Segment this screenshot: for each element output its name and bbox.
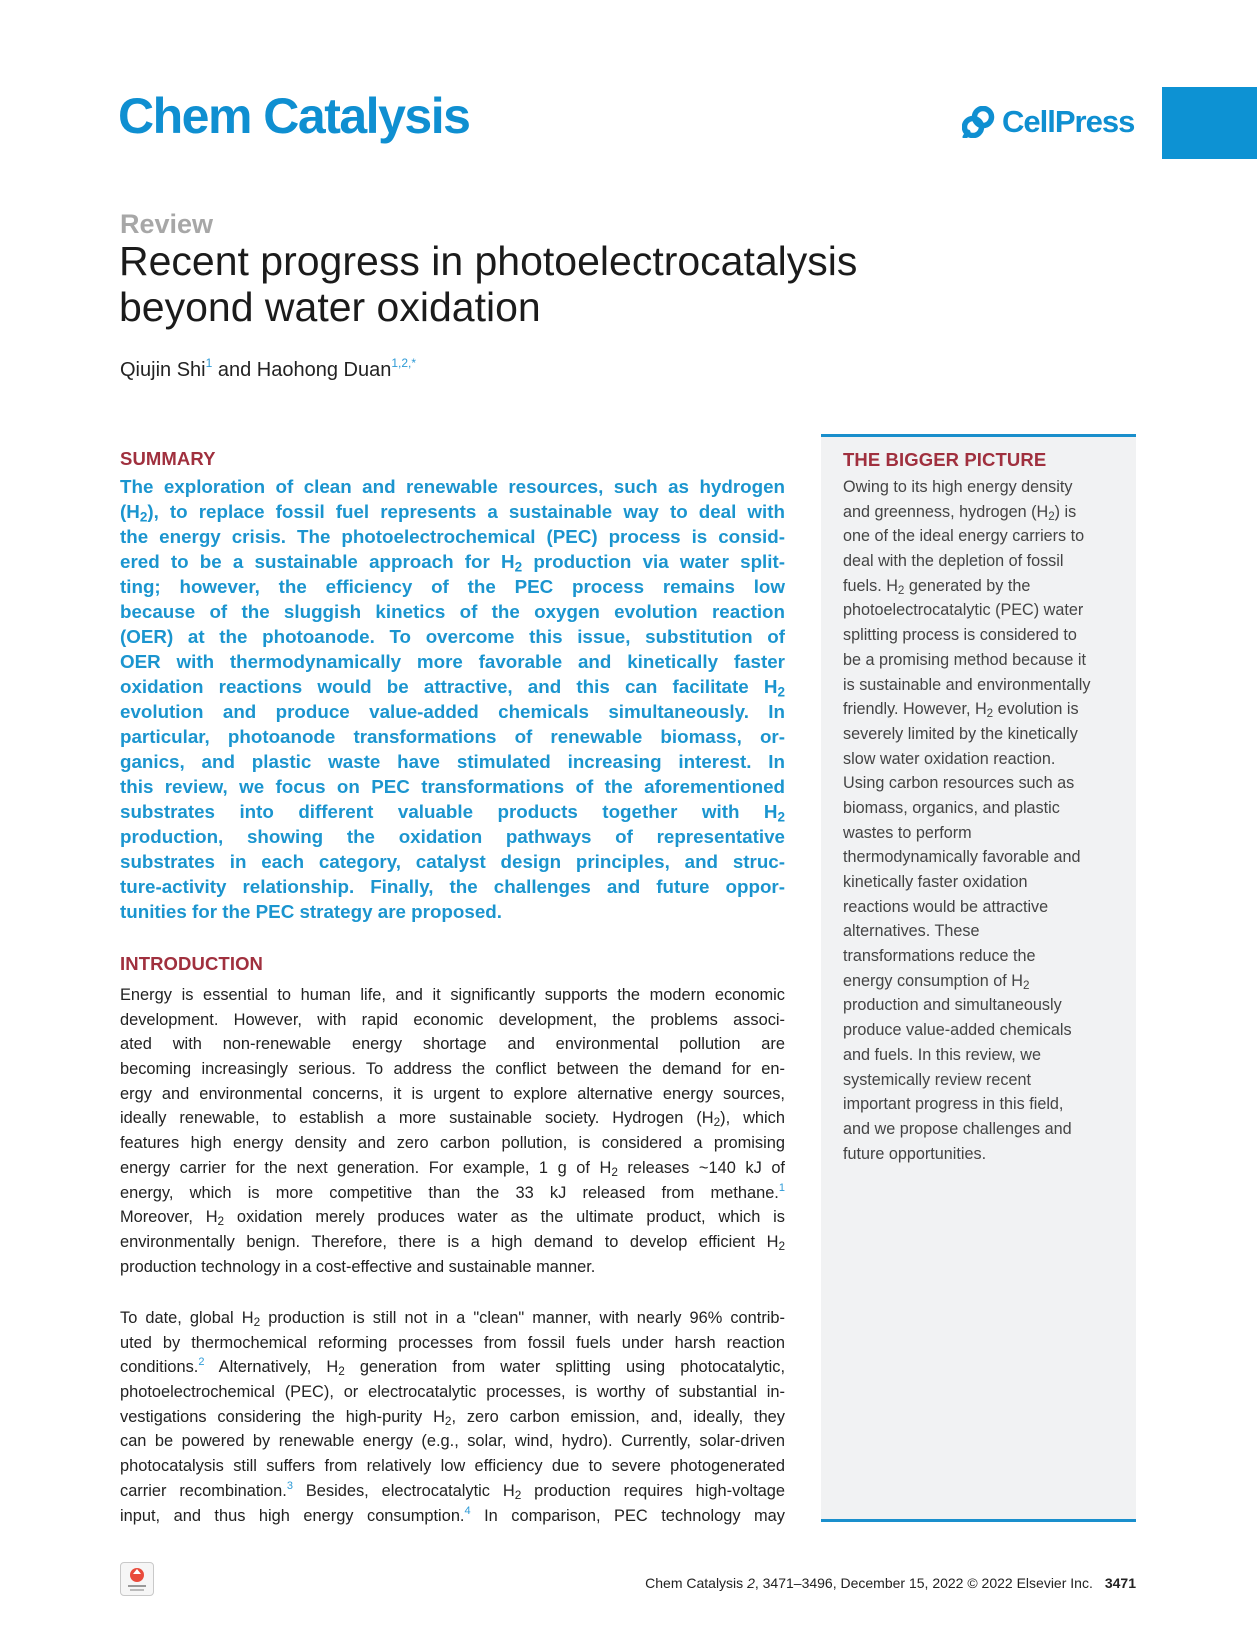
summary-text xyxy=(120,474,785,924)
body-text-line: ated with non-renewable energy shortage and environmental pollution are xyxy=(120,1035,785,1054)
cellpress-logo-icon xyxy=(962,106,996,138)
summary-line: substrates into different valuable products together with $H_2$ xyxy=(120,801,785,824)
publisher-name: CellPress xyxy=(1002,104,1135,139)
summary-line: this review, we focus on PEC transformations of the aforementioned xyxy=(120,776,785,797)
body-text-line: To date, global $H_2$ production is still not in a "clean" manner, with nearly 96% contrib- xyxy=(120,1309,785,1329)
author-list xyxy=(120,357,416,383)
body-text-line: energy carrier for the next generation. For example, 1 g of $H_2$ releases ~140 kJ of xyxy=(120,1158,785,1179)
subscript: 2 xyxy=(1048,509,1055,523)
bigger-picture-line: and greenness, hydrogen $(H_2)$ is xyxy=(843,502,1077,523)
summary-line: OER with thermodynamically more favorable and kinetically faster xyxy=(120,651,785,672)
subscript: 2 xyxy=(897,583,905,597)
bigger-picture-line: production and simultaneously xyxy=(843,996,1062,1015)
bigger-picture-line: kinetically faster oxidation xyxy=(843,873,1028,891)
affiliation-marker[interactable]: 1,2,* xyxy=(391,356,417,370)
body-text-line: photoelectrochemical (PEC), or electrocatalytic processes, is worthy of substantial in- xyxy=(120,1383,785,1402)
bigger-picture-line: slow water oxidation reaction. xyxy=(843,749,1056,768)
body-text-line: production technology in a cost-effective and sustainable manner. xyxy=(120,1257,596,1276)
subscript: 2 xyxy=(611,1164,618,1179)
subscript: 2 xyxy=(253,1314,261,1329)
body-text-line: becoming increasingly serious. To address the conflict between the demand for en- xyxy=(120,1060,785,1079)
summary-line: ture-activity relationship. Finally, the challenges and future oppor- xyxy=(120,876,785,897)
bigger-picture-line: fuels. $H_2$ generated by the xyxy=(843,576,1031,597)
body-text-line: input, and thus high energy consumption.$^4$ In comparison, PEC technology may xyxy=(120,1504,785,1525)
subscript: 2 xyxy=(778,1238,785,1253)
summary-line: because of the sluggish kinetics of the oxygen evolution reaction xyxy=(120,601,785,622)
subscript: 2 xyxy=(1022,978,1030,992)
intro-paragraph-1 xyxy=(120,983,785,1279)
check-for-updates-badge[interactable] xyxy=(120,1562,154,1596)
subscript: 2 xyxy=(338,1364,345,1379)
subscript: 2 xyxy=(514,1487,522,1502)
introduction-heading: INTRODUCTION xyxy=(120,953,264,974)
body-text-line: environmentally benign. Therefore, there is a high demand to develop efficient $H_2$ xyxy=(120,1232,785,1253)
citation-journal: Chem Catalysis xyxy=(645,1575,748,1591)
bigger-picture-line: future opportunities. xyxy=(843,1144,987,1163)
body-text-line: conditions.$^2$ Alternatively, $H_2$ generation from water splitting using photocatalytic, xyxy=(120,1356,785,1379)
summary-line: ganics, and plastic waste have stimulated increasing interest. In xyxy=(120,751,785,772)
subscript: 2 xyxy=(713,1115,721,1130)
citation-details: , 3471–3496, December 15, 2022 © 2022 Elsevier Inc. xyxy=(754,1575,1093,1591)
bigger-picture-line: one of the ideal energy carriers to xyxy=(843,527,1085,546)
citation-footer xyxy=(645,1574,1136,1592)
summary-line: the energy crisis. The photoelectrochemical (PEC) process is consid- xyxy=(120,526,785,547)
summary-line: $(H_2)$, to replace fossil fuel represents a sustainable way to deal with xyxy=(120,501,785,524)
summary-line: substrates in each category, catalyst design principles, and struc- xyxy=(120,851,785,872)
citation-volume: 2 xyxy=(747,1575,755,1591)
subscript: 2 xyxy=(777,809,785,824)
check-for-updates-icon xyxy=(121,1563,153,1595)
body-text-line: ergy and environmental concerns, it is urgent to explore alternative energy sources, xyxy=(120,1084,785,1103)
body-text-line: Energy is essential to human life, and it significantly supports the modern economic xyxy=(120,986,785,1004)
subscript: 2 xyxy=(217,1214,225,1229)
reference-link[interactable]: 3 xyxy=(286,1479,293,1492)
bigger-picture-line: wastes to perform xyxy=(843,823,972,842)
body-text-line: uted by thermochemical reforming processes from fossil fuels under harsh reaction xyxy=(120,1333,785,1352)
summary-line: production, showing the oxidation pathways of representative xyxy=(120,826,785,847)
bigger-picture-line: produce value-added chemicals xyxy=(843,1021,1072,1040)
subscript: 2 xyxy=(444,1413,452,1428)
bigger-picture-line: be a promising method because it xyxy=(843,650,1086,669)
bigger-picture-line: photoelectrocatalytic (PEC) water xyxy=(843,601,1084,620)
article-title-line: Recent progress in photoelectrocatalysis xyxy=(119,238,858,284)
summary-line: oxidation reactions would be attractive, and this can facilitate $H_2$ xyxy=(120,676,785,699)
article-title-line: beyond water oxidation xyxy=(119,284,541,330)
bigger-picture-heading: THE BIGGER PICTURE xyxy=(843,449,1047,470)
body-text-line: photocatalysis still suffers from relatively low efficiency due to severe photogenerated xyxy=(120,1457,785,1476)
body-text-line: vestigations considering the high-purity $H_2$, zero carbon emission, and, ideally, they xyxy=(120,1407,785,1428)
author-name[interactable]: Qiujin Shi xyxy=(120,359,206,381)
reference-link[interactable]: 1 xyxy=(778,1181,785,1194)
bigger-picture-line: deal with the depletion of fossil xyxy=(843,552,1064,571)
summary-line: (OER) at the photoanode. To overcome this issue, substitution of xyxy=(120,626,785,647)
reference-link[interactable]: 4 xyxy=(464,1504,471,1517)
bigger-picture-line: biomass, organics, and plastic xyxy=(843,798,1060,817)
corner-color-tab xyxy=(1162,87,1257,159)
bigger-picture-line: thermodynamically favorable and xyxy=(843,848,1081,867)
page-number: 3471 xyxy=(1104,1575,1136,1591)
author-connector: and xyxy=(212,359,257,381)
bigger-picture-line: is sustainable and environmentally xyxy=(843,675,1091,694)
reference-link[interactable]: 2 xyxy=(198,1356,205,1369)
author-name[interactable]: Haohong Duan xyxy=(256,359,392,381)
subscript: 2 xyxy=(514,559,523,574)
body-text-line: carrier recombination.$^3$ Besides, electrocatalytic $H_2$ production requires high-voltage xyxy=(120,1479,785,1502)
bigger-picture-text xyxy=(843,475,1123,1166)
body-text-line: ideally renewable, to establish a more sustainable society. Hydrogen $(H_2)$, which xyxy=(120,1109,785,1130)
bigger-picture-line: transformations reduce the xyxy=(843,947,1036,966)
bigger-picture-line: and we propose challenges and xyxy=(843,1119,1072,1138)
article-title xyxy=(119,238,919,330)
summary-heading: SUMMARY xyxy=(120,448,216,469)
affiliation-marker[interactable]: 1 xyxy=(205,356,213,370)
summary-line: The exploration of clean and renewable resources, such as hydrogen xyxy=(120,476,785,497)
summary-line: ting; however, the efficiency of the PEC process remains low xyxy=(120,576,785,597)
summary-line: evolution and produce value-added chemicals simultaneously. In xyxy=(120,701,785,722)
bigger-picture-line: Using carbon resources such as xyxy=(843,774,1075,793)
bigger-picture-line: Owing to its high energy density xyxy=(843,478,1073,496)
bigger-picture-line: energy consumption of $H_2$ xyxy=(843,971,1030,992)
summary-line: ered to be a sustainable approach for $H_2$ production via water split- xyxy=(120,551,785,574)
subscript: 2 xyxy=(139,509,148,524)
bigger-picture-line: alternatives. These xyxy=(843,922,980,941)
bigger-picture-line: systemically review recent xyxy=(843,1070,1032,1089)
journal-title: Chem Catalysis xyxy=(118,88,470,144)
bigger-picture-line: friendly. However, $H_2$ evolution is xyxy=(843,700,1079,721)
bigger-picture-line: severely limited by the kinetically xyxy=(843,724,1078,743)
summary-line: particular, photoanode transformations of renewable biomass, or- xyxy=(120,726,785,747)
intro-paragraph-2 xyxy=(120,1306,785,1528)
body-text-line: Moreover, $H_2$ oxidation merely produces water as the ultimate product, which is xyxy=(120,1208,785,1229)
bigger-picture-line: reactions would be attractive xyxy=(843,897,1049,916)
body-text-line: development. However, with rapid economic development, the problems associ- xyxy=(120,1010,785,1029)
bigger-picture-line: splitting process is considered to xyxy=(843,626,1077,645)
subscript: 2 xyxy=(986,707,994,721)
article-type: Review xyxy=(120,209,214,239)
publisher-logo[interactable] xyxy=(962,104,1134,140)
body-text-line: energy, which is more competitive than the 33 kJ released from methane.$^1$ xyxy=(120,1181,785,1202)
summary-line: tunities for the PEC strategy are proposed. xyxy=(120,901,502,922)
bigger-picture-line: and fuels. In this review, we xyxy=(843,1045,1041,1064)
body-text-line: features high energy density and zero carbon pollution, is considered a promising xyxy=(120,1134,785,1153)
subscript: 2 xyxy=(777,684,785,699)
bigger-picture-line: important progress in this field, xyxy=(843,1095,1064,1114)
body-text-line: can be powered by renewable energy (e.g., solar, wind, hydro). Currently, solar-driven xyxy=(120,1432,785,1451)
